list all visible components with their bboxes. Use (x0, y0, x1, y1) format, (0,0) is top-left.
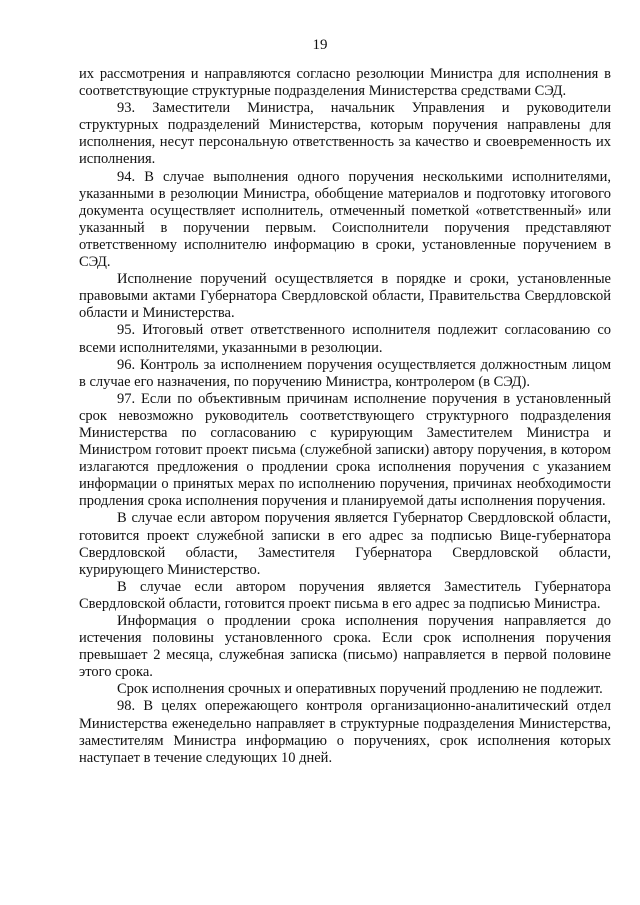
paragraph-urgent-deadline: Срок исполнения срочных и оперативных поручений продлению не подлежит. (117, 681, 603, 698)
paragraph-item-93: 93. Заместители Министра, начальник Управления и руководители структурных подразделений Министерства, которым поручения направлены для исполнения, несут персональную ответственность за качество и своевременность их исполнения. (79, 100, 611, 168)
paragraph-extension-info: Информация о продлении срока исполнения поручения направляется до истечения половины установленного срока. Если срок исполнения поручения превышает 2 месяца, служебная записка (письмо) направляется в первой половине этого срока. (79, 613, 611, 681)
paragraph-governor-author: В случае если автором поручения является Губернатор Свердловской области, готовится проект служебной записки в его адрес за подписью Вице-губернатора Свердловской области, Заместителя Губернатора Свердловской области, курирующего Министерство. (79, 510, 611, 578)
paragraph-item-94: 94. В случае выполнения одного поручения несколькими исполнителями, указанными в резолюции Министра, обобщение материалов и подготовку итогового документа осуществляет исполнитель, отмеченный пометкой «ответственный» или указанный в поручении первым. Соисполнители поручения представляют ответственному исполнителю информацию в сроки, установленные поручением в СЭД. (79, 168, 611, 271)
paragraph-execution-order: Исполнение поручений осуществляется в порядке и сроки, установленные правовыми актами Губернатора Свердловской области, Правительства Свердловской области и Министерства. (79, 271, 611, 322)
page-number: 19 (312, 37, 328, 53)
paragraph-item-97: 97. Если по объективным причинам исполнение поручения в установленный срок невозможно руководитель соответствующего структурного подразделения Министерства по согласованию с курирующим Заместителем Министра и Министром готовит проект письма (служебной записки) автору поручения, в котором излагаются предложения о продлении срока исполнения поручения с указанием информации о принятых мерах по исполнению поручения, причинах необходимости продления срока исполнения поручения и планируемой даты исполнения поручения. (79, 390, 611, 510)
paragraph-item-98: 98. В целях опережающего контроля организационно-аналитический отдел Министерства еженедельно направляет в структурные подразделения Министерства, заместителям Министра информацию о поручениях, срок исполнения которых наступает в течение следующих 10 дней. (79, 698, 611, 766)
paragraph-deputy-governor-author: В случае если автором поручения является Заместитель Губернатора Свердловской области, готовится проект письма в его адрес за подписью Министра. (79, 578, 611, 612)
paragraph-continuation: их рассмотрения и направляются согласно резолюции Министра для исполнения в соответствующие структурные подразделения Министерства средствами СЭД. (79, 66, 611, 100)
document-body (79, 66, 611, 767)
paragraph-item-96: 96. Контроль за исполнением поручения осуществляется должностным лицом в случае его назначения, по поручению Министра, контролером (в СЭД). (79, 356, 611, 390)
paragraph-item-95: 95. Итоговый ответ ответственного исполнителя подлежит согласованию со всеми исполнителями, указанными в резолюции. (79, 322, 611, 356)
